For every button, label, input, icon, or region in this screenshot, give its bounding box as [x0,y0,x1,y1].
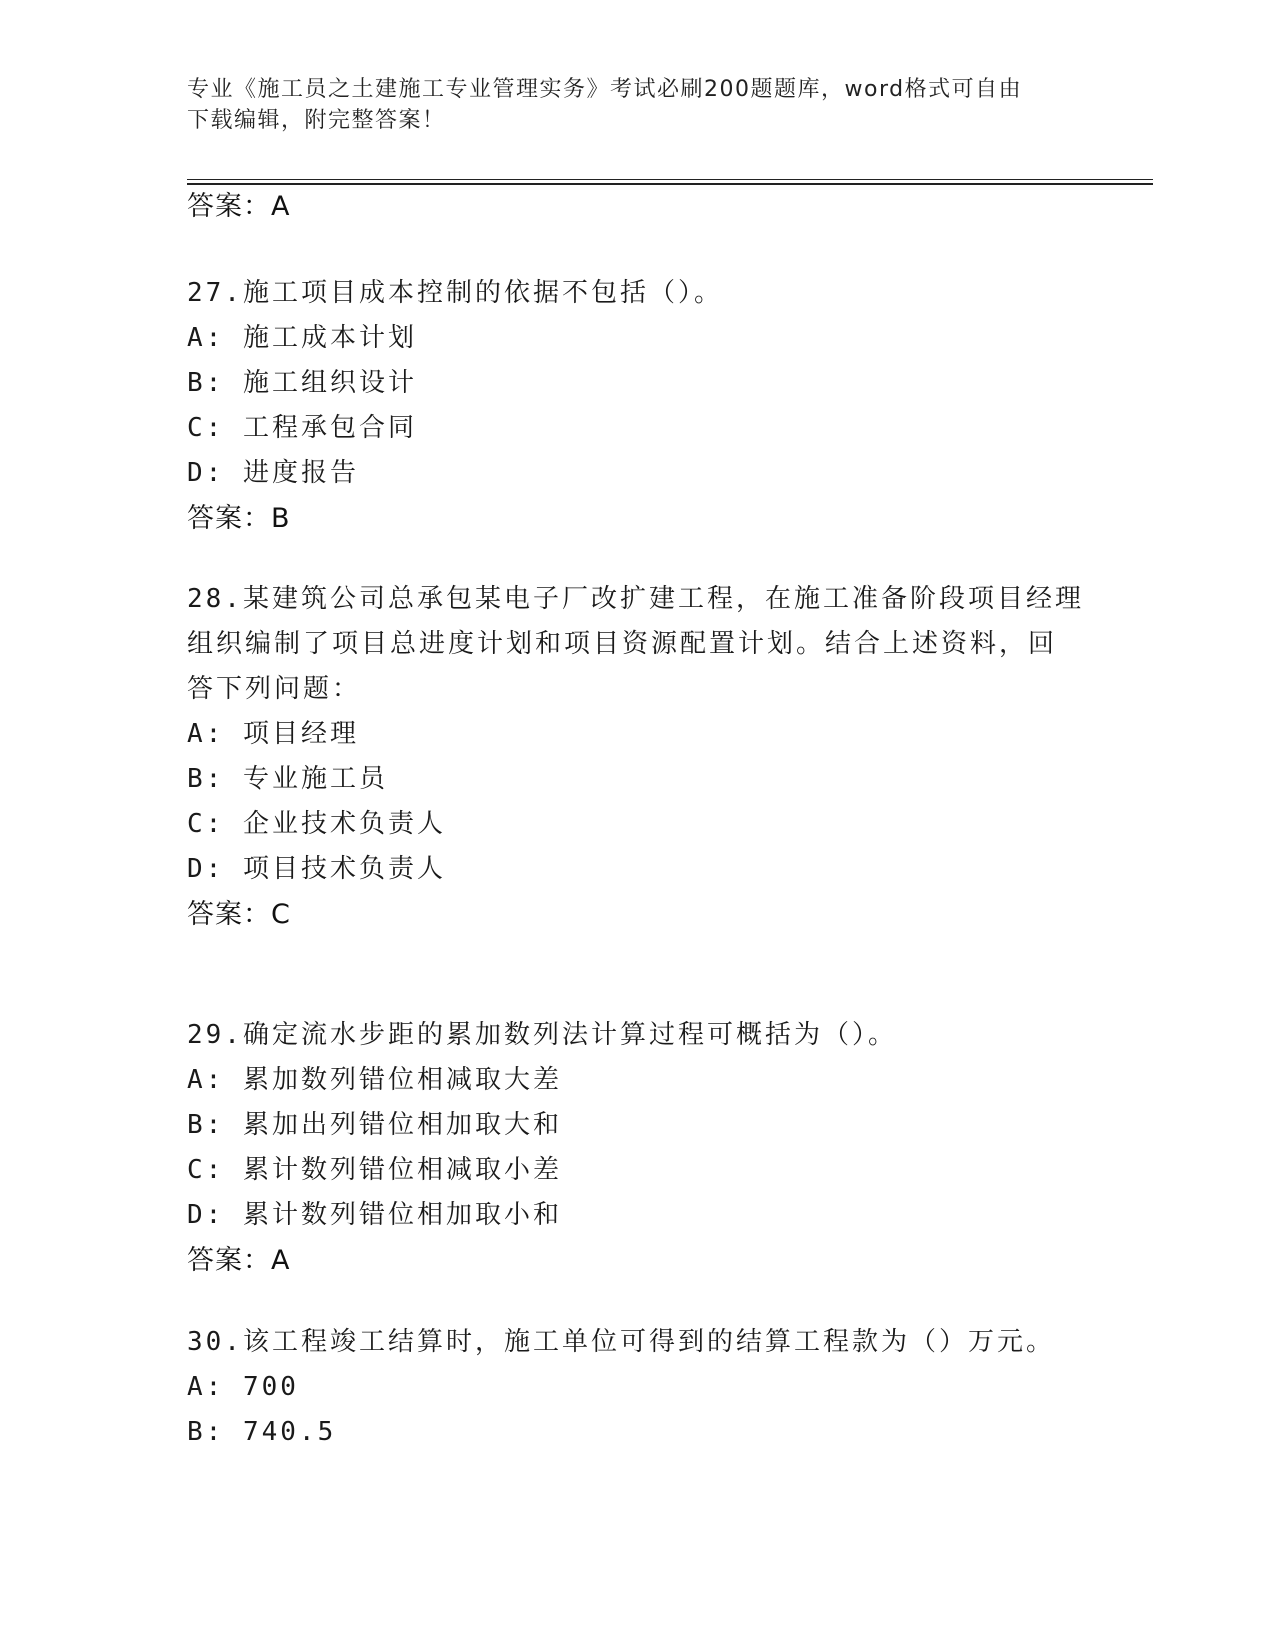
question-text-line-3: 答下列问题： [187,674,362,704]
option-a: A: 施工成本计划 [187,323,417,353]
previous-answer-block [187,184,1087,229]
answer-label: 答案：A [187,1245,291,1276]
option-b: B: 740.5 [187,1417,337,1447]
option-b: B: 专业施工员 [187,764,388,794]
option-c: C: 工程承包合同 [187,413,417,443]
question-text: 30.该工程竣工结算时，施工单位可得到的结算工程款为（）万元。 [187,1327,1055,1357]
header-line-1: 专业《施工员之土建施工专业管理实务》考试必刷200题题库，word格式可自由 [187,77,1023,102]
option-b: B: 施工组织设计 [187,368,417,398]
question-27 [187,271,1087,541]
answer-label: 答案：A [187,191,291,222]
question-29 [187,1013,1087,1283]
header-line-2: 下载编辑，附完整答案！ [187,108,446,133]
option-a: A: 700 [187,1372,299,1402]
question-text-line-1: 28.某建筑公司总承包某电子厂改扩建工程，在施工准备阶段项目经理 [187,584,1084,614]
question-text-line-2: 组织编制了项目总进度计划和项目资源配置计划。结合上述资料，回 [187,629,1058,659]
question-text: 27.施工项目成本控制的依据不包括（）。 [187,278,723,308]
option-c: C: 企业技术负责人 [187,809,446,839]
answer-label: 答案：B [187,503,291,534]
question-text: 29.确定流水步距的累加数列法计算过程可概括为（）。 [187,1020,897,1050]
option-b: B: 累加出列错位相加取大和 [187,1110,562,1140]
header-divider-thin [187,179,1153,180]
option-a: A: 项目经理 [187,719,359,749]
option-c: C: 累计数列错位相减取小差 [187,1155,562,1185]
document-header [187,74,1087,136]
option-d: D: 进度报告 [187,458,359,488]
option-a: A: 累加数列错位相减取大差 [187,1065,562,1095]
option-d: D: 项目技术负责人 [187,854,446,884]
option-d: D: 累计数列错位相加取小和 [187,1200,562,1230]
answer-label: 答案：C [187,899,291,930]
question-28 [187,577,1087,937]
question-30 [187,1320,1087,1455]
